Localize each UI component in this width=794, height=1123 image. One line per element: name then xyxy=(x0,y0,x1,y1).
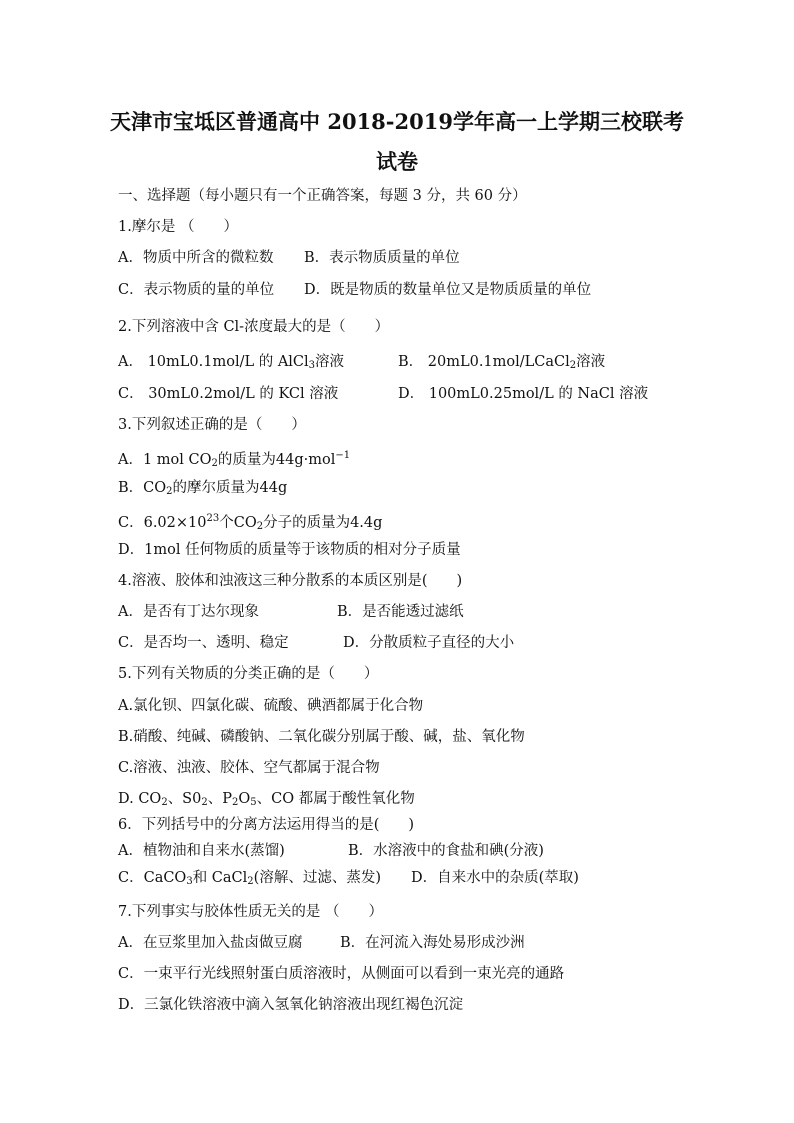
q7-option-b: B．在河流入海处易形成沙洲 xyxy=(340,935,525,951)
q6-option-d: D．自来水中的杂质(萃取) xyxy=(411,870,579,886)
q4-stem: 4.溶液、胶体和浊液这三种分散系的本质区别是( ) xyxy=(118,573,463,589)
q5-option-b: B.硝酸、纯碱、磷酸钠、二氧化碳分别属于酸、碱，盐、氧化物 xyxy=(118,729,525,745)
q1-stem: 1.摩尔是 （ ） xyxy=(118,219,238,235)
exam-title-line2: 试卷 xyxy=(376,149,418,174)
q2-option-a: A． 10mL0.1mol/L 的 AlCl$_3$溶液 xyxy=(118,354,345,371)
q6-option-a: A．植物油和自来水(蒸馏) xyxy=(118,843,285,859)
q3-option-c: C．$6.02\times 10^{23}$个$CO_2$分子的质量为4.4g xyxy=(118,513,383,532)
q3-option-a: A．1 mol $CO_2$的质量为44g·mol$^{-1}$ xyxy=(118,450,351,469)
q5-option-a: A.氯化钡、四氯化碳、硫酸、碘酒都属于化合物 xyxy=(118,698,424,714)
q5-stem: 5.下列有关物质的分类正确的是（ ） xyxy=(118,666,379,682)
q3-option-d: D．1mol 任何物质的质量等于该物质的相对分子质量 xyxy=(118,542,461,558)
q1-option-d: D．既是物质的数量单位又是物质质量的单位 xyxy=(304,282,592,298)
q2-option-c: C． 30mL0.2mol/L 的 KCl 溶液 xyxy=(118,386,339,402)
q5-option-c: C.溶液、浊液、胶体、空气都属于混合物 xyxy=(118,760,380,776)
q6-option-c: C．CaCO$_3$和 CaCl$_2$(溶解、过滤、蒸发) xyxy=(118,870,381,887)
q4-option-d: D．分散质粒子直径的大小 xyxy=(343,635,515,651)
q4-option-c: C．是否均一、透明、稳定 xyxy=(118,635,289,651)
q6-stem: 6．下列括号中的分离方法运用得当的是( ) xyxy=(118,817,415,833)
q2-option-b: B． 20mL0.1mol/LCaCl$_2$溶液 xyxy=(398,354,606,371)
q1-option-c: C．表示物质的量的单位 xyxy=(118,282,275,298)
q3-stem: 3.下列叙述正确的是（ ） xyxy=(118,417,306,433)
q1-option-b: B．表示物质质量的单位 xyxy=(304,250,460,266)
q2-option-d: D． 100mL0.25mol/L 的 NaCl 溶液 xyxy=(398,386,649,402)
q7-option-c: C．一束平行光线照射蛋白质溶液时，从侧面可以看到一束光亮的通路 xyxy=(118,966,565,982)
q3-option-b: B．$CO_2$的摩尔质量为44g xyxy=(118,480,288,497)
q1-option-a: A．物质中所含的微粒数 xyxy=(118,250,274,266)
q6-option-b: B．水溶液中的食盐和碘(分液) xyxy=(348,843,544,859)
section-heading: 一、选择题（每小题只有一个正确答案，每题 3 分，共 60 分） xyxy=(118,188,527,204)
q4-option-a: A．是否有丁达尔现象 xyxy=(118,604,259,620)
q2-stem: 2.下列溶液中含 Cl-浓度最大的是（ ） xyxy=(118,319,390,335)
q7-option-a: A．在豆浆里加入盐卤做豆腐 xyxy=(118,935,303,951)
q7-option-d: D．三氯化铁溶液中滴入氢氧化钠溶液出现红褐色沉淀 xyxy=(118,997,464,1013)
q7-stem: 7.下列事实与胶体性质无关的是 （ ） xyxy=(118,904,383,920)
q4-option-b: B．是否能透过滤纸 xyxy=(337,604,464,620)
exam-title-line1: 天津市宝坻区普通高中 2018-2019学年高一上学期三校联考 xyxy=(110,109,684,134)
q5-option-d: D. $CO_2$、$S0_2$、$P_2O_5$、CO 都属于酸性氧化物 xyxy=(118,791,415,808)
